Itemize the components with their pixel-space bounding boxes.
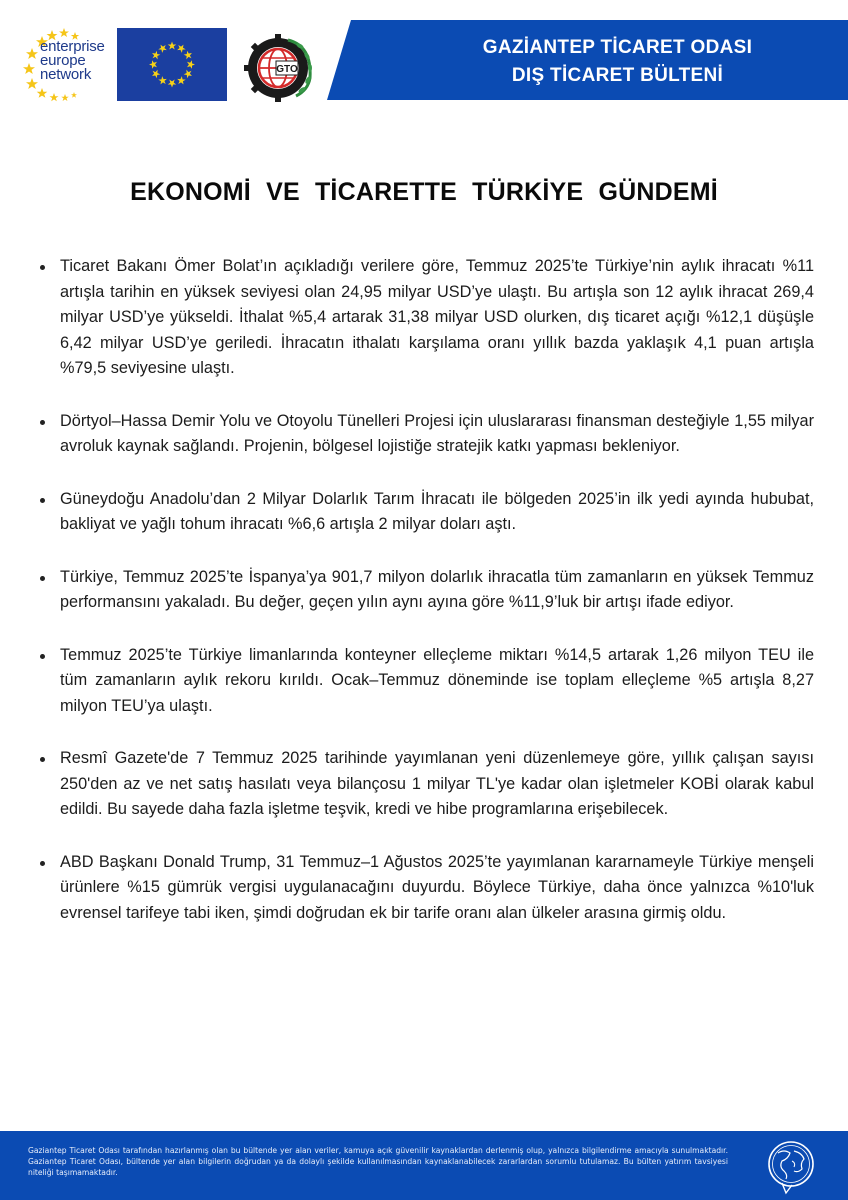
news-item-text: Temmuz 2025’te Türkiye limanlarında konteyner elleçleme miktarı %14,5 artarak 1,26 milyon TEU ile tüm zamanların aylık rekoru kırıldı. Ocak–Temmuz döneminde ise toplam elleçleme %5 artışla 8,27 milyon TEU’ya ulaştı. (60, 645, 814, 715)
page-header (0, 0, 848, 110)
header-banner (327, 20, 848, 100)
news-item-text: Dörtyol–Hassa Demir Yolu ve Otoyolu Tünelleri Projesi için uluslararası finansman desteğiyle 1,55 milyar avroluk kaynak sağlandı. Projenin, bölgesel lojistiğe stratejik katkı yapması bekleniyor. (60, 411, 814, 455)
news-item-text: Türkiye, Temmuz 2025’te İspanya’ya 901,7 milyon dolarlık ihracatla tüm zamanların en yüksek Temmuz performansını yakaladı. Bu değer, geçen yılın aynı ayına göre %11,9’luk bir artışı ifade ediyor. (60, 567, 814, 611)
news-item (38, 565, 814, 616)
news-item (38, 643, 814, 720)
globe-speech-bubble-icon (764, 1139, 818, 1195)
bullet-icon (40, 861, 45, 866)
eu-flag-icon (117, 28, 227, 101)
page-footer (0, 1131, 848, 1200)
banner-line-bulletin: DIŞ TİCARET BÜLTENİ (511, 65, 724, 86)
bullet-icon (40, 420, 45, 425)
svg-text:GTO: GTO (276, 64, 298, 75)
gto-chamber-logo (238, 26, 322, 106)
news-item-text: ABD Başkanı Donald Trump, 31 Temmuz–1 Ağustos 2025’te yayımlanan kararnameyle Türkiye menşeli ürünlere %15 gümrük vergisi uygulanacağını duyurdu. Böylece Türkiye, daha önce yalnızca %10'luk evrensel tarifeye tabi iken, şimdi doğrudan ek bir tarife oranı alan ülkeler arasına girmiş oldu. (60, 852, 814, 922)
banner-line-organization: GAZİANTEP TİCARET ODASI (482, 37, 753, 58)
page-title: EKONOMİ VE TİCARETTE TÜRKİYE GÜNDEMİ (130, 178, 718, 206)
news-item (38, 254, 814, 382)
news-item (38, 487, 814, 538)
enterprise-europe-network-logo (22, 26, 112, 102)
bulletin-title (387, 34, 848, 90)
bullet-icon (40, 265, 45, 270)
news-item (38, 746, 814, 823)
bullet-icon (40, 576, 45, 581)
news-item (38, 409, 814, 460)
bullet-icon (40, 498, 45, 503)
news-item (38, 850, 814, 927)
disclaimer-text: Gaziantep Ticaret Odası tarafından hazırlanmış olan bu bültende yer alan veriler, kamuya açık güvenilir kaynaklardan derlenmiş olup, yalnızca bilgilendirme amacıyla sunulmaktadır. Gaziantep Ticaret Odası, bültende yer alan bilgilerin doğrudan ya da dolaylı şekilde kullanılmasından kaynaklanabilecek zararlardan sorumlu tutulamaz. Bu bülten yatırım tavsiyesi niteliği taşımamaktadır. (28, 1146, 728, 1177)
news-item-text: Ticaret Bakanı Ömer Bolat’ın açıkladığı verilere göre, Temmuz 2025’te Türkiye’nin aylık ihracatı %11 artışla tarihin en yüksek seviyesi olan 24,95 milyar USD’ye ulaştı. Bu artışla son 12 aylık ihracat 269,4 milyar USD’ye yükseldi. İthalat %5,4 artarak 31,38 milyar USD olurken, dış ticaret açığı %12,1 düşüşle 6,42 milyar USD’ye geriledi. İhracatın ithalatı karşılama oranı yıllık bazda yaklaşık 4,1 puan artışla %79,5 seviyesine ulaştı. (60, 257, 814, 377)
news-item-text: Güneydoğu Anadolu’dan 2 Milyar Dolarlık Tarım İhracatı ile bölgeden 2025’in ilk yedi ayında hububat, bakliyat ve yağlı tohum ihracatı %6,6 artışla 2 milyar doları aştı. (60, 489, 814, 533)
news-list (38, 254, 814, 952)
bullet-icon (40, 654, 45, 659)
een-wordmark: enterprise europe network (40, 38, 105, 83)
bullet-icon (40, 757, 45, 762)
news-item-text: Resmî Gazete'de 7 Temmuz 2025 tarihinde yayımlanan yeni düzenlemeye göre, yıllık çalışan sayısı 250'den az ve net satış hasılatı veya bilançosu 1 milyar TL'ye kadar olan işletmeler KOBİ olarak kabul edildi. Bu sayede daha fazla işletme teşvik, kredi ve hibe programlarına erişebilecek. (60, 749, 814, 818)
